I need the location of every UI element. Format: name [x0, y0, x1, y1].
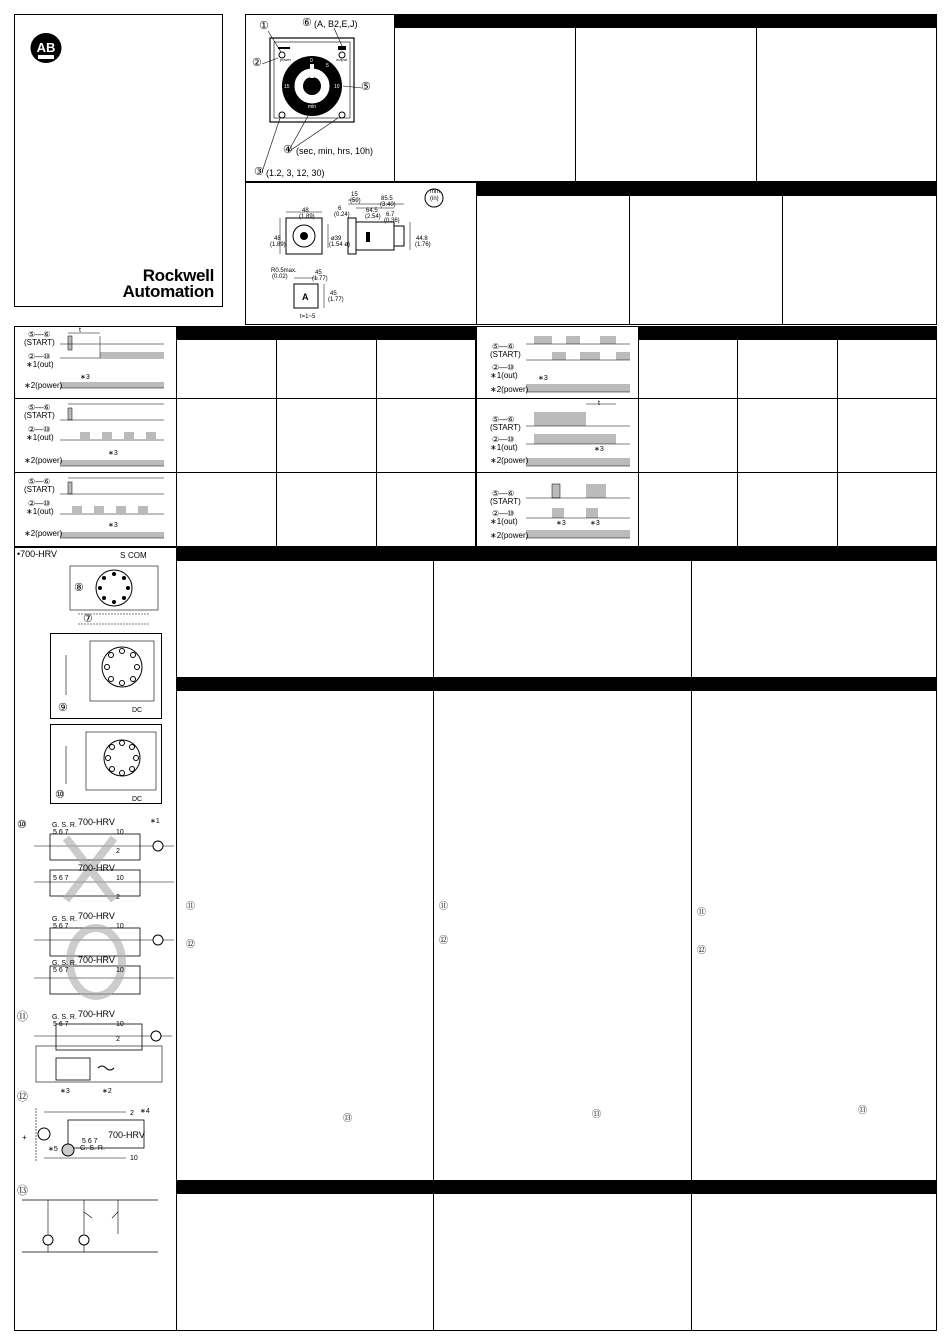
bus-circuit-diagram	[22, 1194, 162, 1260]
chart-a-out: ∗1(out)	[26, 360, 54, 369]
panel-thickness: t=1~5	[300, 314, 316, 320]
section-header-3	[176, 1180, 937, 1194]
dim-67-in: (0.36)	[384, 218, 400, 224]
callout-6-text: (A, B2,E,J)	[314, 19, 358, 29]
trans-star3: ∗3	[60, 1088, 70, 1095]
timing-chart-b	[60, 400, 170, 470]
chart-b-start-pins: ⑤—⑥	[28, 403, 51, 412]
chart-f-start: (START)	[490, 497, 521, 506]
timing-right-header	[638, 326, 937, 340]
panel-cutout-label: A	[302, 292, 309, 302]
chart-e-start-pins: ⑤—⑥	[492, 415, 515, 424]
parallel-top-10: 10	[116, 923, 124, 930]
callout-8: ⑧	[74, 582, 84, 594]
chart-c-start: (START)	[24, 485, 55, 494]
series-bot-10: 10	[116, 875, 124, 882]
dimensions-header-bar	[476, 182, 937, 196]
col2-mark-13: ⑬	[592, 1109, 602, 1119]
series-star1: ∗1	[150, 818, 160, 825]
dim-h48-in: (1.89)	[270, 242, 286, 248]
chart-d-start: (START)	[490, 350, 521, 359]
parallel-top-model: 700-HRV	[78, 911, 115, 921]
socket-diagram-10	[52, 726, 160, 802]
chart-e-t: t	[598, 400, 600, 407]
output-label: output	[336, 57, 348, 62]
callout-2: ②	[252, 57, 262, 69]
col2-mark-11: ⑪	[439, 901, 449, 911]
dim-6: 6	[338, 206, 342, 212]
col3-mark-11: ⑪	[697, 907, 707, 917]
dim-67: 6.7	[386, 212, 395, 218]
timing-chart-e	[526, 400, 634, 470]
callout-5: ⑤	[361, 81, 371, 93]
dc-2: 2	[130, 1110, 134, 1117]
unit-mm: mm	[430, 189, 440, 195]
dim-d39-in: (1.54 ø)	[329, 242, 351, 248]
trans-pins: 5 6 7	[53, 1021, 69, 1028]
dim-d39: ø39	[331, 236, 342, 242]
chart-b-power: ∗2(power)	[24, 456, 63, 465]
callout-11: ⑪	[17, 1011, 28, 1023]
dim-64: 64.5	[366, 208, 378, 214]
col3-mark-12: ⑫	[697, 945, 707, 955]
col1-mark-13: ⑬	[343, 1113, 353, 1123]
section-header-1	[176, 547, 937, 561]
col3-mark-13: ⑬	[858, 1105, 868, 1115]
trans-2: 2	[116, 1036, 120, 1043]
parallel-top-pins: 5 6 7	[53, 923, 69, 930]
chart-b-mark3: ∗3	[108, 450, 118, 457]
chart-a-power: ∗2(power)	[24, 381, 63, 390]
chart-f-power: ∗2(power)	[490, 531, 529, 540]
dim-h48: 48	[274, 236, 281, 242]
dim-r05: R0.5max.	[271, 268, 297, 274]
chart-e-start: (START)	[490, 423, 521, 432]
col1-mark-11: ⑪	[186, 901, 196, 911]
chart-d-mark3: ∗3	[538, 375, 548, 382]
dim-85-in: (3.40)	[380, 202, 396, 208]
callout-3-num: ③	[254, 166, 264, 178]
series-top-gsr: G. S. R.	[52, 822, 77, 829]
callout-13: ⑬	[17, 1185, 28, 1197]
timing-left-header	[176, 326, 476, 340]
timing-chart-d	[526, 328, 634, 396]
ab-logo	[30, 32, 62, 64]
callout-10b: ⑩	[17, 819, 27, 831]
chart-a-start: (START)	[24, 338, 55, 347]
dim-r05-in: (0.02)	[272, 274, 288, 280]
dim-cut45: 45	[315, 270, 322, 276]
brand-automation: Automation	[122, 282, 214, 301]
callout-3-text: (1.2, 3, 12, 30)	[266, 168, 325, 178]
dial-num-1: 5	[326, 63, 329, 69]
series-top-2: 2	[116, 848, 120, 855]
series-top-model: 700-HRV	[78, 817, 115, 827]
chart-b-out-pins: ②—⑩	[28, 425, 51, 434]
chart-d-start-pins: ⑤—⑥	[492, 342, 515, 351]
ab-logo-text: AB	[36, 40, 56, 55]
trans-10: 10	[116, 1021, 124, 1028]
chart-c-out: ∗1(out)	[26, 507, 54, 516]
chart-a-start-pins: ⑤—⑥	[28, 330, 51, 339]
unit-in: (in)	[430, 196, 439, 202]
model-note: •700-HRV	[17, 549, 58, 559]
col1-mark-12: ⑫	[186, 939, 196, 949]
chart-b-start: (START)	[24, 411, 55, 420]
callout-9: ⑨	[58, 702, 68, 714]
chart-d-power: ∗2(power)	[490, 385, 529, 394]
dim-448: 44.8	[416, 236, 428, 242]
parallel-bot-10: 10	[116, 967, 124, 974]
dim-w48-in: (1.89)	[299, 214, 315, 220]
chart-e-out-pins: ②—⑩	[492, 435, 515, 444]
timing-chart-a	[60, 328, 170, 394]
socket10-dc: DC	[132, 796, 143, 803]
callout-10: ⑩	[55, 789, 65, 801]
dc-plus: +	[22, 1133, 27, 1142]
dimension-drawing	[262, 186, 472, 322]
series-wiring-diagram	[26, 818, 174, 906]
chart-e-power: ∗2(power)	[490, 456, 529, 465]
transformer-diagram	[26, 1010, 174, 1096]
series-bot-2: 2	[116, 894, 120, 901]
chart-a-t: t	[79, 327, 81, 334]
col2-mark-12: ⑫	[439, 935, 449, 945]
dc-pins: 5 6 7	[82, 1138, 98, 1145]
chart-d-out-pins: ②—⑩	[492, 363, 515, 372]
chart-f-mark3b: ∗3	[590, 520, 600, 527]
socket-diagram-9	[52, 635, 160, 717]
dim-6-in: (0.24)	[334, 212, 350, 218]
chart-f-out: ∗1(out)	[490, 517, 518, 526]
dim-cut45b: 45	[330, 291, 337, 297]
section-header-2	[176, 677, 937, 691]
timing-chart-f	[526, 474, 634, 544]
parallel-bot-model: 700-HRV	[78, 955, 115, 965]
chart-c-mark3: ∗3	[108, 522, 118, 529]
dim-85: 85.5	[381, 196, 393, 202]
callout-1: ①	[259, 20, 269, 32]
dim-w48: 48	[302, 208, 309, 214]
dial-num-0: 0	[310, 58, 313, 64]
parallel-top-gsr: G. S. R.	[52, 916, 77, 923]
chart-f-out-pins: ②—⑩	[492, 509, 515, 518]
parallel-bot-gsr: G. S. R.	[52, 960, 77, 967]
parallel-bot-pins: 5 6 7	[53, 967, 69, 974]
callout-12: ⑫	[17, 1091, 28, 1103]
dc-10: 10	[130, 1155, 138, 1162]
series-top-pins: 5 6 7	[53, 829, 69, 836]
chart-e-out: ∗1(out)	[490, 443, 518, 452]
callout-4-num: ④	[283, 144, 293, 156]
front-view-header-bar	[394, 14, 937, 28]
dim-cut45-in: (1.77)	[312, 276, 328, 282]
series-bot-model: 700-HRV	[78, 863, 115, 873]
chart-d-out: ∗1(out)	[490, 371, 518, 380]
socket-com: COM	[128, 551, 147, 560]
socket-s: S	[120, 551, 126, 560]
dim-64-in: (2.54)	[365, 214, 381, 220]
series-top-10: 10	[116, 829, 124, 836]
dc-model: 700-HRV	[108, 1130, 145, 1140]
brand-rockwell: Rockwell	[142, 266, 214, 285]
dim-cut45b-in: (1.77)	[328, 297, 344, 303]
chart-a-out-pins: ②—⑩	[28, 352, 51, 361]
chart-c-power: ∗2(power)	[24, 529, 63, 538]
dc-gsr: G. S. R.	[80, 1145, 105, 1152]
dim-15-in: (59)	[350, 198, 361, 204]
chart-e-mark3: ∗3	[594, 446, 604, 453]
power-label: power	[280, 57, 291, 62]
dial-unit: min	[308, 104, 317, 110]
chart-b-out: ∗1(out)	[26, 433, 54, 442]
trans-star2: ∗2	[102, 1088, 112, 1095]
chart-f-start-pins: ⑤—⑥	[492, 489, 515, 498]
dim-448-in: (1.76)	[415, 242, 431, 248]
timing-chart-c	[60, 474, 170, 544]
dc-star4: ∗4	[140, 1108, 150, 1115]
callout-6-num: ⑥	[302, 17, 312, 29]
socket9-dc: DC	[132, 707, 143, 714]
chart-c-start-pins: ⑤—⑥	[28, 477, 51, 486]
dc-star5: ∗5	[48, 1146, 58, 1153]
dc-circuit-diagram	[22, 1098, 174, 1170]
dial-num-3: 15	[284, 84, 290, 90]
callout-7: ⑦	[83, 613, 93, 625]
trans-gsr: G. S. R.	[52, 1014, 77, 1021]
series-bot-pins: 5 6 7	[53, 875, 69, 882]
chart-c-out-pins: ②—⑩	[28, 499, 51, 508]
callout-4-text: (sec, min, hrs, 10h)	[296, 146, 374, 156]
trans-model: 700-HRV	[78, 1009, 115, 1019]
dim-15: 15	[351, 192, 358, 198]
chart-f-mark3a: ∗3	[556, 520, 566, 527]
dial-num-2: 10	[334, 84, 340, 90]
chart-a-mark3: ∗3	[80, 374, 90, 381]
